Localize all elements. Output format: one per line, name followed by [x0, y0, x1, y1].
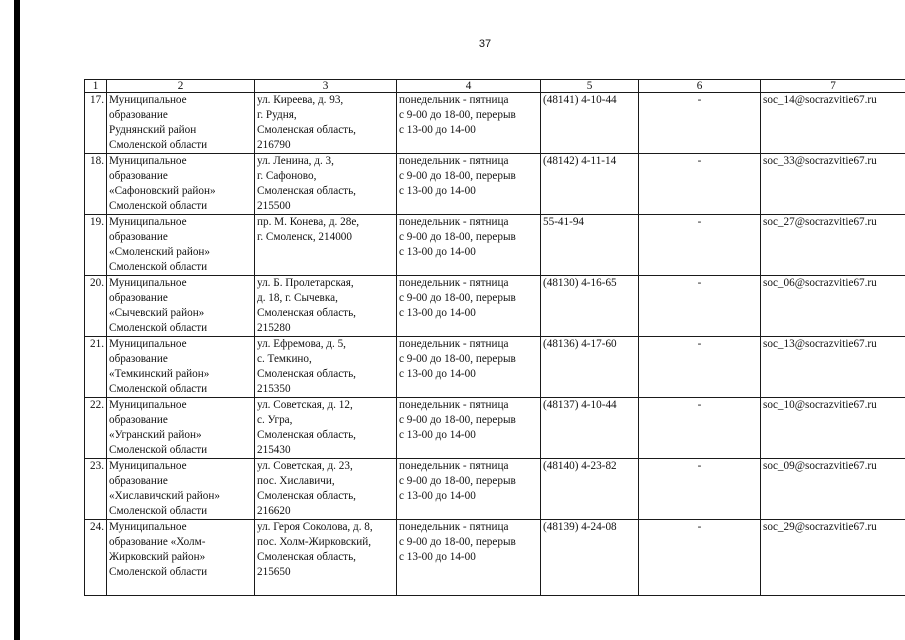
work-schedule: понедельник - пятница с 9-00 до 18-00, перерыв с 13-00 до 14-00	[397, 337, 541, 398]
row-number: 22.	[85, 398, 107, 459]
municipality-name: Муниципальное образование «Сафоновский район» Смоленской области	[107, 154, 255, 215]
work-schedule: понедельник - пятница с 9-00 до 18-00, перерыв с 13-00 до 14-00	[397, 215, 541, 276]
row-number: 21.	[85, 337, 107, 398]
address: ул. Киреева, д. 93, г. Рудня, Смоленская область, 216790	[255, 93, 397, 154]
municipality-name: Муниципальное образование «Темкинский район» Смоленской области	[107, 337, 255, 398]
phone: 55-41-94	[541, 215, 639, 276]
fax: -	[639, 154, 761, 215]
table-row	[85, 154, 905, 215]
phone: (48140) 4-23-82	[541, 459, 639, 520]
work-schedule: понедельник - пятница с 9-00 до 18-00, перерыв с 13-00 до 14-00	[397, 398, 541, 459]
table-row	[85, 93, 905, 154]
row-number: 18.	[85, 154, 107, 215]
work-schedule: понедельник - пятница с 9-00 до 18-00, перерыв с 13-00 до 14-00	[397, 276, 541, 337]
registry-table	[84, 79, 905, 596]
email: soc_14@socrazvitie67.ru	[761, 93, 905, 154]
address: ул. Ленина, д. 3, г. Сафоново, Смоленская область, 215500	[255, 154, 397, 215]
scan-edge	[14, 0, 20, 640]
phone: (48136) 4-17-60	[541, 337, 639, 398]
municipality-name: Муниципальное образование «Сычевский район» Смоленской области	[107, 276, 255, 337]
column-header: 7	[761, 80, 905, 93]
email: soc_06@socrazvitie67.ru	[761, 276, 905, 337]
table-row	[85, 276, 905, 337]
address: ул. Б. Пролетарская, д. 18, г. Сычевка, Смоленская область, 215280	[255, 276, 397, 337]
address: ул. Героя Соколова, д. 8, пос. Холм-Жирковский, Смоленская область, 215650	[255, 520, 397, 596]
table-row	[85, 459, 905, 520]
municipality-name: Муниципальное образование «Холм- Жирковский район» Смоленской области	[107, 520, 255, 596]
email: soc_27@socrazvitie67.ru	[761, 215, 905, 276]
email: soc_33@socrazvitie67.ru	[761, 154, 905, 215]
table-row	[85, 520, 905, 596]
work-schedule: понедельник - пятница с 9-00 до 18-00, перерыв с 13-00 до 14-00	[397, 459, 541, 520]
phone: (48142) 4-11-14	[541, 154, 639, 215]
email: soc_09@socrazvitie67.ru	[761, 459, 905, 520]
fax: -	[639, 398, 761, 459]
email: soc_10@socrazvitie67.ru	[761, 398, 905, 459]
table-row	[85, 398, 905, 459]
address: ул. Ефремова, д. 5, с. Темкино, Смоленская область, 215350	[255, 337, 397, 398]
column-header: 6	[639, 80, 761, 93]
row-number: 24.	[85, 520, 107, 596]
row-number: 23.	[85, 459, 107, 520]
column-number-row	[85, 80, 905, 93]
address: ул. Советская, д. 23, пос. Хиславичи, Смоленская область, 216620	[255, 459, 397, 520]
email: soc_29@socrazvitie67.ru	[761, 520, 905, 596]
fax: -	[639, 520, 761, 596]
municipality-name: Муниципальное образование Руднянский район Смоленской области	[107, 93, 255, 154]
address: пр. М. Конева, д. 28е, г. Смоленск, 214000	[255, 215, 397, 276]
phone: (48141) 4-10-44	[541, 93, 639, 154]
column-header: 5	[541, 80, 639, 93]
fax: -	[639, 459, 761, 520]
column-header: 3	[255, 80, 397, 93]
municipality-name: Муниципальное образование «Угранский район» Смоленской области	[107, 398, 255, 459]
address: ул. Советская, д. 12, с. Угра, Смоленская область, 215430	[255, 398, 397, 459]
page-number: 37	[478, 38, 492, 50]
work-schedule: понедельник - пятница с 9-00 до 18-00, перерыв с 13-00 до 14-00	[397, 520, 541, 596]
municipality-name: Муниципальное образование «Смоленский район» Смоленской области	[107, 215, 255, 276]
phone: (48130) 4-16-65	[541, 276, 639, 337]
column-header: 1	[85, 80, 107, 93]
table-row	[85, 337, 905, 398]
fax: -	[639, 215, 761, 276]
municipality-name: Муниципальное образование «Хиславичский район» Смоленской области	[107, 459, 255, 520]
email: soc_13@socrazvitie67.ru	[761, 337, 905, 398]
phone: (48137) 4-10-44	[541, 398, 639, 459]
column-header: 4	[397, 80, 541, 93]
work-schedule: понедельник - пятница с 9-00 до 18-00, перерыв с 13-00 до 14-00	[397, 154, 541, 215]
column-header: 2	[107, 80, 255, 93]
work-schedule: понедельник - пятница с 9-00 до 18-00, перерыв с 13-00 до 14-00	[397, 93, 541, 154]
fax: -	[639, 337, 761, 398]
phone: (48139) 4-24-08	[541, 520, 639, 596]
table-row	[85, 215, 905, 276]
row-number: 20.	[85, 276, 107, 337]
fax: -	[639, 93, 761, 154]
row-number: 17.	[85, 93, 107, 154]
row-number: 19.	[85, 215, 107, 276]
fax: -	[639, 276, 761, 337]
